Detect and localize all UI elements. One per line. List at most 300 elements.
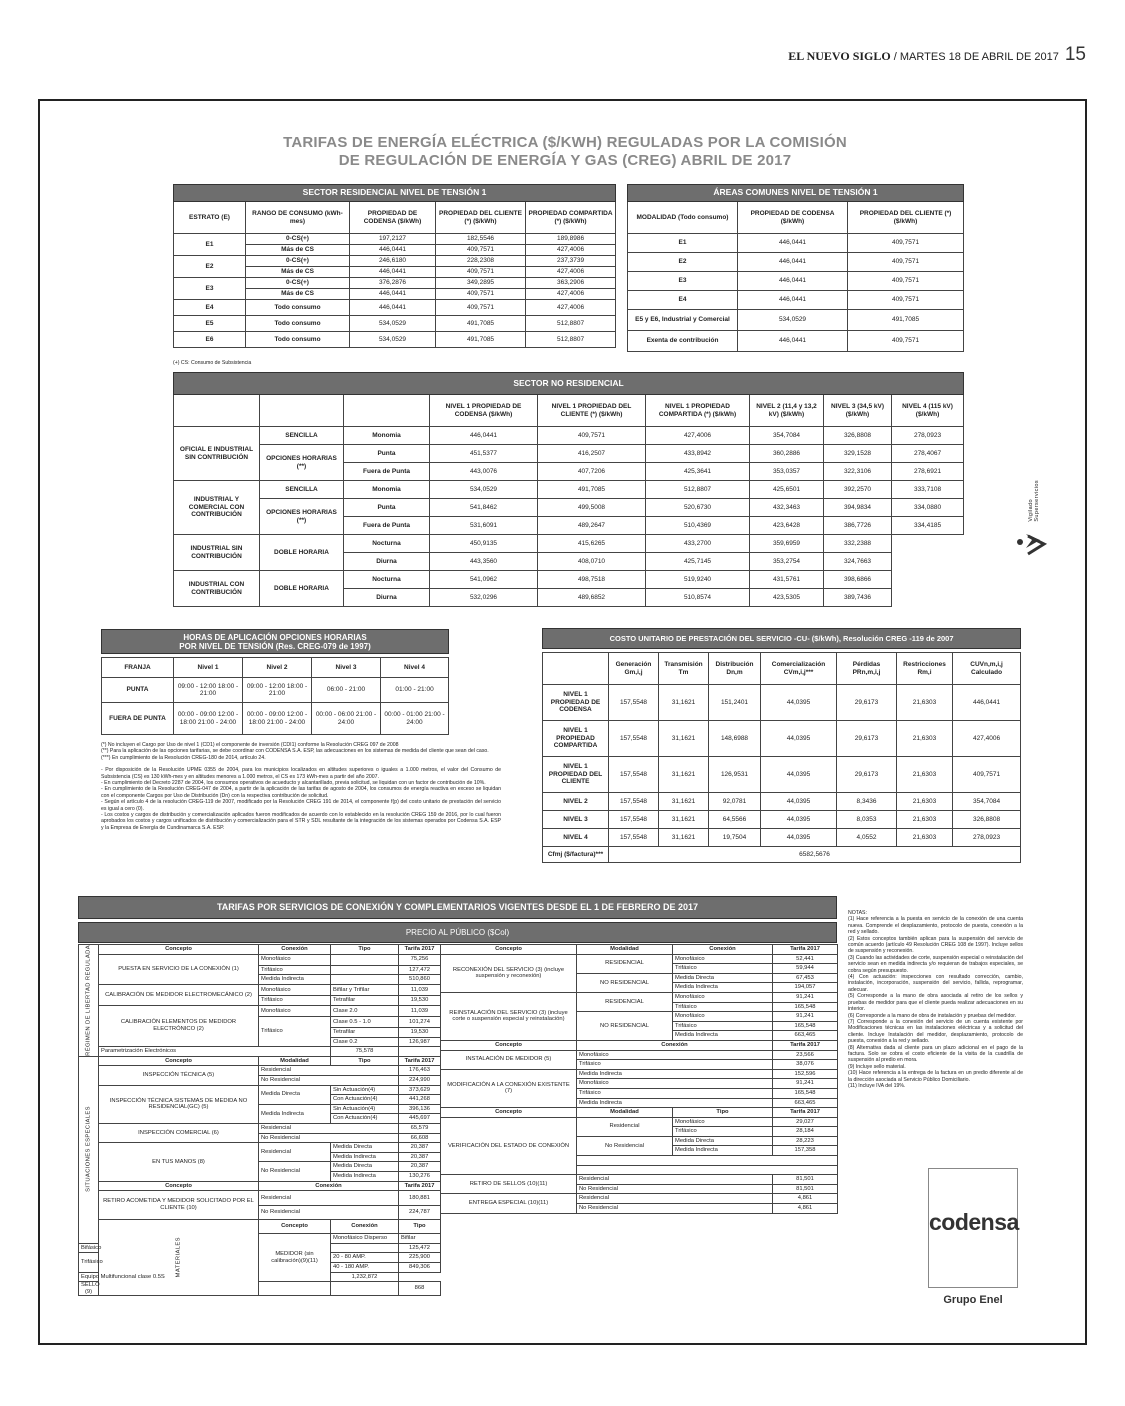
table-cell: Medida Indirecta — [577, 1069, 773, 1079]
note-item: (6) Corresponde a la mano de obra de instalación y pruebas del medidor. — [848, 1012, 1017, 1019]
modality-label: E3 — [628, 272, 738, 291]
table-cell: 450,9135 — [430, 535, 538, 553]
table-row — [441, 992, 838, 1002]
table-cell: Sin Actuación(4) — [331, 1104, 399, 1114]
table-cell: 520,6730 — [646, 499, 750, 517]
table-cell: 278,0923 — [892, 427, 964, 445]
group-label: INDUSTRIAL CON CONTRIBUCIÓN — [174, 571, 260, 607]
table-cell: 126,987 — [399, 1037, 441, 1047]
column-header: Restricciones Rm,i — [897, 653, 953, 685]
note-item: (5) Corresponde a la mano de obra asociada al retiro de los sellos y pruebas de medidor para que el cliente pueda realizar adecuaciones en su interior. — [848, 993, 1023, 1013]
table-cell: 157,358 — [773, 1146, 838, 1156]
concept-label: INSPECCIÓN TÉCNICA (5) — [99, 1066, 259, 1085]
note-item: (11) Incluye IVA del 19%. — [848, 1082, 906, 1089]
section-label: RÉGIMEN DE LIBERTAD REGULADA — [79, 945, 99, 1057]
column-header: Concepto — [441, 1040, 577, 1050]
table-cell: 491,7085 — [436, 316, 526, 332]
period-label: Monomia — [344, 427, 430, 445]
option-label: OPCIONES HORARIAS (**) — [260, 445, 344, 481]
concept-label: VERIFICACIÓN DEL ESTADO DE CONEXIÓN — [441, 1117, 577, 1175]
table-cell: 446,0441 — [738, 234, 848, 253]
table-cell: 38,076 — [773, 1060, 838, 1070]
table-cell: 29,6173 — [837, 685, 897, 721]
table-cell: 376,2876 — [350, 278, 436, 289]
table-cell: 427,4006 — [526, 267, 616, 278]
column-header: Tarifa 2017 — [773, 1040, 838, 1050]
table-cell: Residencial — [259, 1066, 399, 1076]
table-row — [174, 535, 964, 553]
concept-label: RETIRO ACOMETIDA Y MEDIDOR SOLICITADO POR EL CLIENTE (10) — [99, 1191, 259, 1220]
table-cell: 663,465 — [773, 1098, 838, 1108]
table-cell: 21,6303 — [897, 757, 953, 793]
table-row — [441, 1175, 838, 1185]
table-cell: 0-CS(+) — [246, 234, 350, 245]
table-row — [174, 427, 964, 445]
column-header: Nivel 1 — [174, 658, 243, 678]
table-cell: 360,2886 — [750, 445, 824, 463]
table-cell: 446,0441 — [738, 291, 848, 310]
table-row — [543, 685, 1021, 721]
table-cell — [331, 954, 399, 965]
concept-label: MODIFICACIÓN A LA CONEXIÓN EXISTENTE (7) — [441, 1069, 577, 1107]
table-cell: 392,2570 — [824, 481, 892, 499]
table-cell: 0-CS(+) — [246, 256, 350, 267]
table-row — [174, 278, 616, 289]
table-cell: Todo consumo — [246, 316, 350, 332]
table-cell: Monofásico Disperso — [331, 1234, 399, 1244]
modality-label: E5 y E6, Industrial y Comercial — [628, 310, 738, 331]
table-cell: 532,0296 — [430, 589, 538, 607]
table-cell: 44,0395 — [761, 721, 837, 757]
note-item: (*) No incluyen el Cargo por Uso de nivel 1 (CD1) el componente de inversión (CDI1) conforme la Resolución CREG 097 de 2008 — [101, 742, 399, 748]
concept-label: MEDIDOR (sin calibración)(9)(11) — [259, 1234, 331, 1282]
table-cell: 332,2388 — [824, 535, 892, 553]
column-header: Tarifa 2017 — [399, 1181, 441, 1191]
table-cell: 512,8807 — [526, 332, 616, 348]
table-cell: Monofásico — [673, 1117, 773, 1127]
table-cell: 451,5377 — [430, 445, 538, 463]
stratum-label: E3 — [174, 278, 246, 300]
table-cell: 31,1621 — [659, 793, 709, 811]
table-cell: Medida Directa — [673, 1136, 773, 1146]
table-cell: 409,7571 — [848, 234, 964, 253]
table-cell: Bifásico — [79, 1243, 99, 1253]
table-cell: 126,9531 — [709, 757, 761, 793]
table-cell: 11,039 — [399, 984, 441, 995]
table-cell: 59,944 — [773, 964, 838, 974]
table-row — [628, 310, 964, 331]
table-cell: Bifilar — [399, 1234, 441, 1244]
table-cell: 130,276 — [399, 1171, 441, 1181]
table-cell: Trifásico — [259, 1016, 331, 1046]
table-cell: 512,8807 — [526, 316, 616, 332]
table-cell — [543, 653, 609, 685]
table-cell: 31,1621 — [659, 811, 709, 829]
table-cell: Trifásico — [79, 1253, 99, 1272]
table-row — [79, 1066, 441, 1076]
table-row — [79, 945, 441, 955]
stratum-label: E1 — [174, 234, 246, 256]
table-row — [543, 829, 1021, 847]
residential-table — [173, 184, 616, 348]
column-header: Nivel 4 — [381, 658, 449, 678]
level-label: NIVEL 1 PROPIEDAD COMPARTIDA — [543, 721, 609, 757]
table-cell: 66,608 — [399, 1133, 441, 1143]
table-cell: Sin Actuación(4) — [331, 1085, 399, 1095]
table-cell: 224,990 — [399, 1076, 441, 1086]
note-item: (8) Alternativa dada al cliente para un plazo adicional en el pago de la factura. Solo se cobra el costo eficiente de la visita de la cuadrilla de suspensión al predio en mora. — [848, 1044, 1023, 1064]
common-areas-table — [627, 184, 964, 352]
table-cell: Bifilar y Trifilar — [331, 984, 399, 995]
concept-label: INSPECCIÓN TÉCNICA SISTEMAS DE MEDIDA NO RESIDENCIAL(GC) (5) — [99, 1085, 259, 1123]
table-cell: Todo consumo — [246, 332, 350, 348]
table-cell — [260, 395, 344, 427]
page-number: 15 — [1064, 44, 1086, 65]
column-header: Concepto — [99, 1056, 259, 1066]
concept-label: RETIRO DE SELLOS (10)(11) — [441, 1175, 577, 1194]
slot-label: PUNTA — [102, 678, 174, 703]
vigilado-text: Vigilado Superservicios — [1028, 480, 1040, 522]
table-cell: 446,0441 — [350, 245, 436, 256]
table-cell: 19,530 — [399, 1028, 441, 1038]
table-row — [441, 1069, 838, 1079]
modality-label: E2 — [628, 253, 738, 272]
column-header: NIVEL 1 PROPIEDAD DE CODENSA ($/kWh) — [430, 395, 538, 427]
table-cell: 322,3106 — [824, 463, 892, 481]
time-cell: 09:00 - 12:00 18:00 - 21:00 — [174, 678, 243, 703]
table-cell: 409,7571 — [848, 331, 964, 352]
table-cell: Más de CS — [246, 245, 350, 256]
table-cell: Trifásico — [577, 1088, 773, 1098]
table-cell: 396,136 — [399, 1104, 441, 1114]
column-header: Tarifa 2017 — [399, 945, 441, 955]
table-cell: Medida Indirecta — [673, 1146, 773, 1156]
table-cell — [259, 1282, 331, 1296]
column-header: PROPIEDAD DE CODENSA ($/kWh) — [738, 202, 848, 234]
table-cell: 446,0441 — [738, 331, 848, 352]
table-cell: 353,0357 — [750, 463, 824, 481]
table-cell — [577, 1165, 838, 1175]
table-cell: 663,465 — [773, 1031, 838, 1041]
table-row — [543, 793, 1021, 811]
table-cell: 127,472 — [399, 965, 441, 975]
table-cell: 423,5305 — [750, 589, 824, 607]
table-row — [174, 395, 964, 427]
table-cell: 157,5548 — [609, 793, 659, 811]
table-cell: 29,027 — [773, 1117, 838, 1127]
period-label: Fuera de Punta — [344, 517, 430, 535]
table-cell: 446,0441 — [350, 267, 436, 278]
period-label: Monomia — [344, 481, 430, 499]
table-cell: 44,0395 — [761, 757, 837, 793]
table-cell — [892, 553, 964, 571]
table-cell: 28,184 — [773, 1127, 838, 1137]
table-row — [441, 1050, 838, 1060]
table-cell: 409,7571 — [436, 267, 526, 278]
time-cell: 09:00 - 12:00 18:00 - 21:00 — [243, 678, 312, 703]
concept-label: RECONEXIÓN DEL SERVICIO (3) (incluye suspensión y reconexión) — [441, 954, 577, 992]
table-cell: Medida Directa — [259, 1085, 331, 1104]
table-cell: 441,268 — [399, 1095, 441, 1105]
table-cell: 409,7571 — [848, 253, 964, 272]
table-cell: 40 - 180 AMP. — [331, 1262, 399, 1272]
table-cell: 363,2906 — [526, 278, 616, 289]
table-cell: 157,5548 — [609, 721, 659, 757]
table-row — [79, 1181, 441, 1191]
table-cell: 278,4067 — [892, 445, 964, 463]
table-cell: 75,578 — [331, 1047, 399, 1057]
table-cell: 176,463 — [399, 1066, 441, 1076]
table-cell: Trifásico — [673, 964, 773, 974]
stratum-label: E2 — [174, 256, 246, 278]
time-slots-table — [101, 629, 449, 735]
table-cell: 541,8462 — [430, 499, 538, 517]
table-cell: 868 — [399, 1282, 441, 1296]
table-cell: 324,7663 — [824, 553, 892, 571]
period-label: Nocturna — [344, 571, 430, 589]
slot-label: FUERA DE PUNTA — [102, 703, 174, 735]
table-cell: 409,7571 — [436, 289, 526, 300]
table-cell: 157,5548 — [609, 829, 659, 847]
stratum-label: E5 — [174, 316, 246, 332]
table-cell: 510,8574 — [646, 589, 750, 607]
table-cell: 409,7571 — [538, 427, 646, 445]
concept-label: CALIBRACIÓN ELEMENTOS DE MEDIDOR ELECTRÓNICO (2) — [99, 1005, 259, 1047]
connection-subtitle: PRECIO AL PÚBLICO ($Col) — [79, 923, 837, 943]
table-row — [628, 331, 964, 352]
table-cell: 20,387 — [399, 1162, 441, 1172]
table-cell: 349,2895 — [436, 278, 526, 289]
table-cell: 446,0441 — [738, 253, 848, 272]
table-cell: Medida Directa — [673, 973, 773, 983]
table-cell: 416,2507 — [538, 445, 646, 463]
table-cell: 427,4006 — [526, 289, 616, 300]
table-cell: 29,6173 — [837, 757, 897, 793]
table-cell: 446,0441 — [953, 685, 1021, 721]
connection-notes — [848, 910, 1023, 1089]
column-header: Concepto — [441, 945, 577, 955]
table-cell: 28,223 — [773, 1136, 838, 1146]
table-cell: 498,7518 — [538, 571, 646, 589]
level-label: NIVEL 1 PROPIEDAD DEL CLIENTE — [543, 757, 609, 793]
table-cell: 228,2308 — [436, 256, 526, 267]
note-item: (9) Incluye sello material. — [848, 1063, 906, 1070]
table-cell: 21,6303 — [897, 685, 953, 721]
table-cell: 534,0529 — [430, 481, 538, 499]
table-cell: 81,501 — [773, 1184, 838, 1194]
table-cell: 491,7085 — [848, 310, 964, 331]
column-header: CUVn,m,i,j Calculado — [953, 653, 1021, 685]
table-cell: Trifásico — [259, 965, 331, 975]
level-label: NIVEL 3 — [543, 811, 609, 829]
table-cell: Monofásico — [259, 954, 331, 965]
note-item: (3) Cuando las actividades de corte, suspensión especial o reinstalación del servicio sean en medida indirecta y/o requieran de trabajos especiales, se cobra según presupuesto. — [848, 954, 1023, 974]
table-cell: 21,6303 — [897, 811, 953, 829]
column-header: Conexión — [673, 945, 773, 955]
table-cell: 427,4006 — [526, 300, 616, 316]
column-header: PROPIEDAD DEL CLIENTE (*) ($/kWh) — [436, 202, 526, 234]
table-cell: 510,860 — [399, 975, 441, 985]
table-cell: 489,6852 — [538, 589, 646, 607]
period-label: Punta — [344, 445, 430, 463]
column-header: Modalidad — [577, 945, 673, 955]
table-cell: 67,453 — [773, 973, 838, 983]
table-cell: 152,596 — [773, 1069, 838, 1079]
table-row — [441, 1194, 838, 1204]
group-name: Grupo Enel — [943, 1294, 1003, 1306]
table-cell: Más de CS — [246, 289, 350, 300]
column-header: NIVEL 1 PROPIEDAD DEL CLIENTE (*) ($/kWh) — [538, 395, 646, 427]
table-cell: No Residencial — [577, 1184, 773, 1194]
concept-label: SELLO (9) — [79, 1282, 99, 1296]
time-slots-title: HORAS DE APLICACIÓN OPCIONES HORARIAS POR NIVEL DE TENSIÓN (Res. CREG-079 de 1997) — [102, 630, 449, 654]
issue-date: / MARTES 18 DE ABRIL DE 2017 — [890, 51, 1059, 63]
column-header: NIVEL 3 (34,5 kV) ($/kWh) — [824, 395, 892, 427]
time-cell: 00:00 - 09:00 12:00 - 18:00 21:00 - 24:00 — [174, 703, 243, 735]
column-header: PROPIEDAD DE CODENSA ($/kWh) — [350, 202, 436, 234]
table-cell: Clase 2.0 — [331, 1005, 399, 1016]
connection-left-table — [78, 944, 441, 1296]
table-cell: 499,5008 — [538, 499, 646, 517]
table-cell: Medida Indirecta — [673, 1031, 773, 1041]
table-cell: 394,9834 — [824, 499, 892, 517]
table-cell: Más de CS — [246, 267, 350, 278]
table-cell: NO RESIDENCIAL — [577, 1012, 673, 1041]
column-header: Conexión — [331, 1219, 399, 1233]
table-cell: 20 - 80 AMP. — [331, 1253, 399, 1263]
table-row — [174, 571, 964, 589]
level-label: NIVEL 1 PROPIEDAD DE CODENSA — [543, 685, 609, 721]
table-cell: 489,2647 — [538, 517, 646, 535]
option-label: DOBLE HORARIA — [260, 571, 344, 607]
table-cell: 531,6091 — [430, 517, 538, 535]
table-row — [543, 847, 1021, 863]
table-cell — [174, 395, 260, 427]
table-cell: 151,2401 — [709, 685, 761, 721]
column-header: Conexión — [259, 945, 331, 955]
time-cell: 00:00 - 01:00 21:00 - 24:00 — [381, 703, 449, 735]
table-cell: 44,0395 — [761, 829, 837, 847]
time-cell: 00:00 - 09:00 12:00 - 18:00 21:00 - 24:00 — [243, 703, 312, 735]
modality-label: E1 — [628, 234, 738, 253]
column-header: Generación Gm,i,j — [609, 653, 659, 685]
note-item: (***) En cumplimiento de la Resolución CREG-180 de 2014, artículo 24. — [101, 754, 266, 761]
column-header: RANGO DE CONSUMO (kWh-mes) — [246, 202, 350, 234]
table-cell: Medida Directa — [331, 1143, 399, 1153]
table-row — [174, 445, 964, 463]
table-cell: 64,5566 — [709, 811, 761, 829]
table-cell: 326,8808 — [824, 427, 892, 445]
table-cell: 541,0962 — [430, 571, 538, 589]
table-cell: Medida Directa — [331, 1162, 399, 1172]
table-cell: 433,8942 — [646, 445, 750, 463]
table-row — [628, 291, 964, 310]
table-cell: 409,7571 — [953, 757, 1021, 793]
table-cell: 491,7085 — [436, 332, 526, 348]
column-header: Nivel 3 — [312, 658, 381, 678]
table-cell: 329,1528 — [824, 445, 892, 463]
table-cell: 4,861 — [773, 1194, 838, 1204]
table-cell: Trifásico — [673, 1002, 773, 1012]
note-item: - En cumplimiento de la Resolución CREG-047 de 2004, a partir de la aplicación de las tarifas de agosto de 2004, los consumos de energía reactiva en exceso se liquidan con el componente Cargos por Uso de Distribución (Dn) con la respectiva contribución de solicitud. — [101, 786, 501, 799]
table-cell: 180,881 — [399, 1191, 441, 1205]
table-cell: 326,8808 — [953, 811, 1021, 829]
table-cell: 8,3436 — [837, 793, 897, 811]
table-cell: 409,7571 — [436, 300, 526, 316]
level-label: NIVEL 2 — [543, 793, 609, 811]
table-cell: Tetrafilar — [331, 996, 399, 1006]
column-header: Distribución Dn,m — [709, 653, 761, 685]
table-cell — [892, 571, 964, 589]
group-label: INDUSTRIAL Y COMERCIAL CON CONTRIBUCIÓN — [174, 481, 260, 535]
table-row — [174, 234, 616, 245]
tariff-notes — [101, 742, 501, 831]
page-title — [150, 134, 980, 170]
period-label: Nocturna — [344, 535, 430, 553]
table-cell: 534,0529 — [350, 316, 436, 332]
table-cell: Medida Indirecta — [577, 1098, 773, 1108]
table-cell: 407,7206 — [538, 463, 646, 481]
modality-label: E4 — [628, 291, 738, 310]
table-cell: 4,861 — [773, 1204, 838, 1214]
note-item: - Según el artículo 4 de la resolución CREG-119 de 2007, modificado por la Resolución CREG 191 de 2014, el componente f(p) del costo unitario de prestación del servicio es igual a cero (0). — [101, 799, 501, 812]
table-cell: No Residencial — [577, 1136, 673, 1155]
table-row — [79, 1124, 441, 1134]
table-cell: 512,8807 — [646, 481, 750, 499]
table-cell: 389,7436 — [824, 589, 892, 607]
table-cell: Clase 0.5 - 1.0 — [331, 1016, 399, 1027]
column-header: Concepto — [99, 945, 259, 955]
table-cell: Con Actuación(4) — [331, 1095, 399, 1105]
table-cell: Trifásico — [673, 1127, 773, 1137]
column-header: Tipo — [331, 945, 399, 955]
column-header: Tarifa 2017 — [773, 945, 838, 955]
connection-title: TARIFAS POR SERVICIOS DE CONEXIÓN Y COMPLEMENTARIOS VIGENTES DESDE EL 1 DE FEBRERO DE 2017 — [79, 897, 837, 919]
option-label: DOBLE HORARIA — [260, 535, 344, 571]
table-cell: 11,039 — [399, 1005, 441, 1016]
table-cell: No Residencial — [259, 1133, 399, 1143]
table-cell: 446,0441 — [738, 272, 848, 291]
option-label: SENCILLA — [260, 427, 344, 445]
concept-label: INSTALACIÓN DE MEDIDOR (5) — [441, 1050, 577, 1069]
table-cell: 409,7571 — [848, 291, 964, 310]
note-item: (1) Hace referencia a la puesta en servicio de la conexión de una cuenta nueva. Comprende el desplazamiento, protocolo de puesta, conexión a la red y sellado. — [848, 916, 1023, 936]
table-cell: 427,4006 — [953, 721, 1021, 757]
table-cell: 443,0076 — [430, 463, 538, 481]
column-header: Concepto — [99, 1181, 259, 1191]
table-cell: No Residencial — [259, 1205, 399, 1219]
period-label: Diurna — [344, 589, 430, 607]
table-cell: 91,241 — [773, 1079, 838, 1089]
section-label: MATERIALES — [99, 1219, 259, 1295]
period-label: Diurna — [344, 553, 430, 571]
table-cell: 189,8986 — [526, 234, 616, 245]
non-residential-title: SECTOR NO RESIDENCIAL — [174, 373, 964, 395]
table-cell: 409,7571 — [436, 245, 526, 256]
table-cell: Medida Indirecta — [259, 975, 331, 985]
column-header: Conexión — [577, 1040, 773, 1050]
table-cell: 237,3739 — [526, 256, 616, 267]
table-cell: 4,0552 — [837, 829, 897, 847]
table-cell: 433,2700 — [646, 535, 750, 553]
note-item: - Los costos y cargos de distribución y comercialización aplicados fueron modificados de acuerdo con lo establecido en la resolución CREG 159 de 2016, por lo cual fueron aprobados los costos y cargos unificados de distribución y comercialización para el STR y SDL resultante de la integración de los sistemas operados por Codensa S.A. ESP y la Empresa de Energía de Cundinamarca S.A. ESP. — [101, 812, 501, 831]
column-header: Modalidad — [577, 1108, 673, 1118]
table-row — [543, 721, 1021, 757]
column-header: Tarifa 2017 — [399, 1056, 441, 1066]
table-cell: 353,2754 — [750, 553, 824, 571]
table-cell: 92,0781 — [709, 793, 761, 811]
table-cell: Tetrafilar — [331, 1028, 399, 1038]
